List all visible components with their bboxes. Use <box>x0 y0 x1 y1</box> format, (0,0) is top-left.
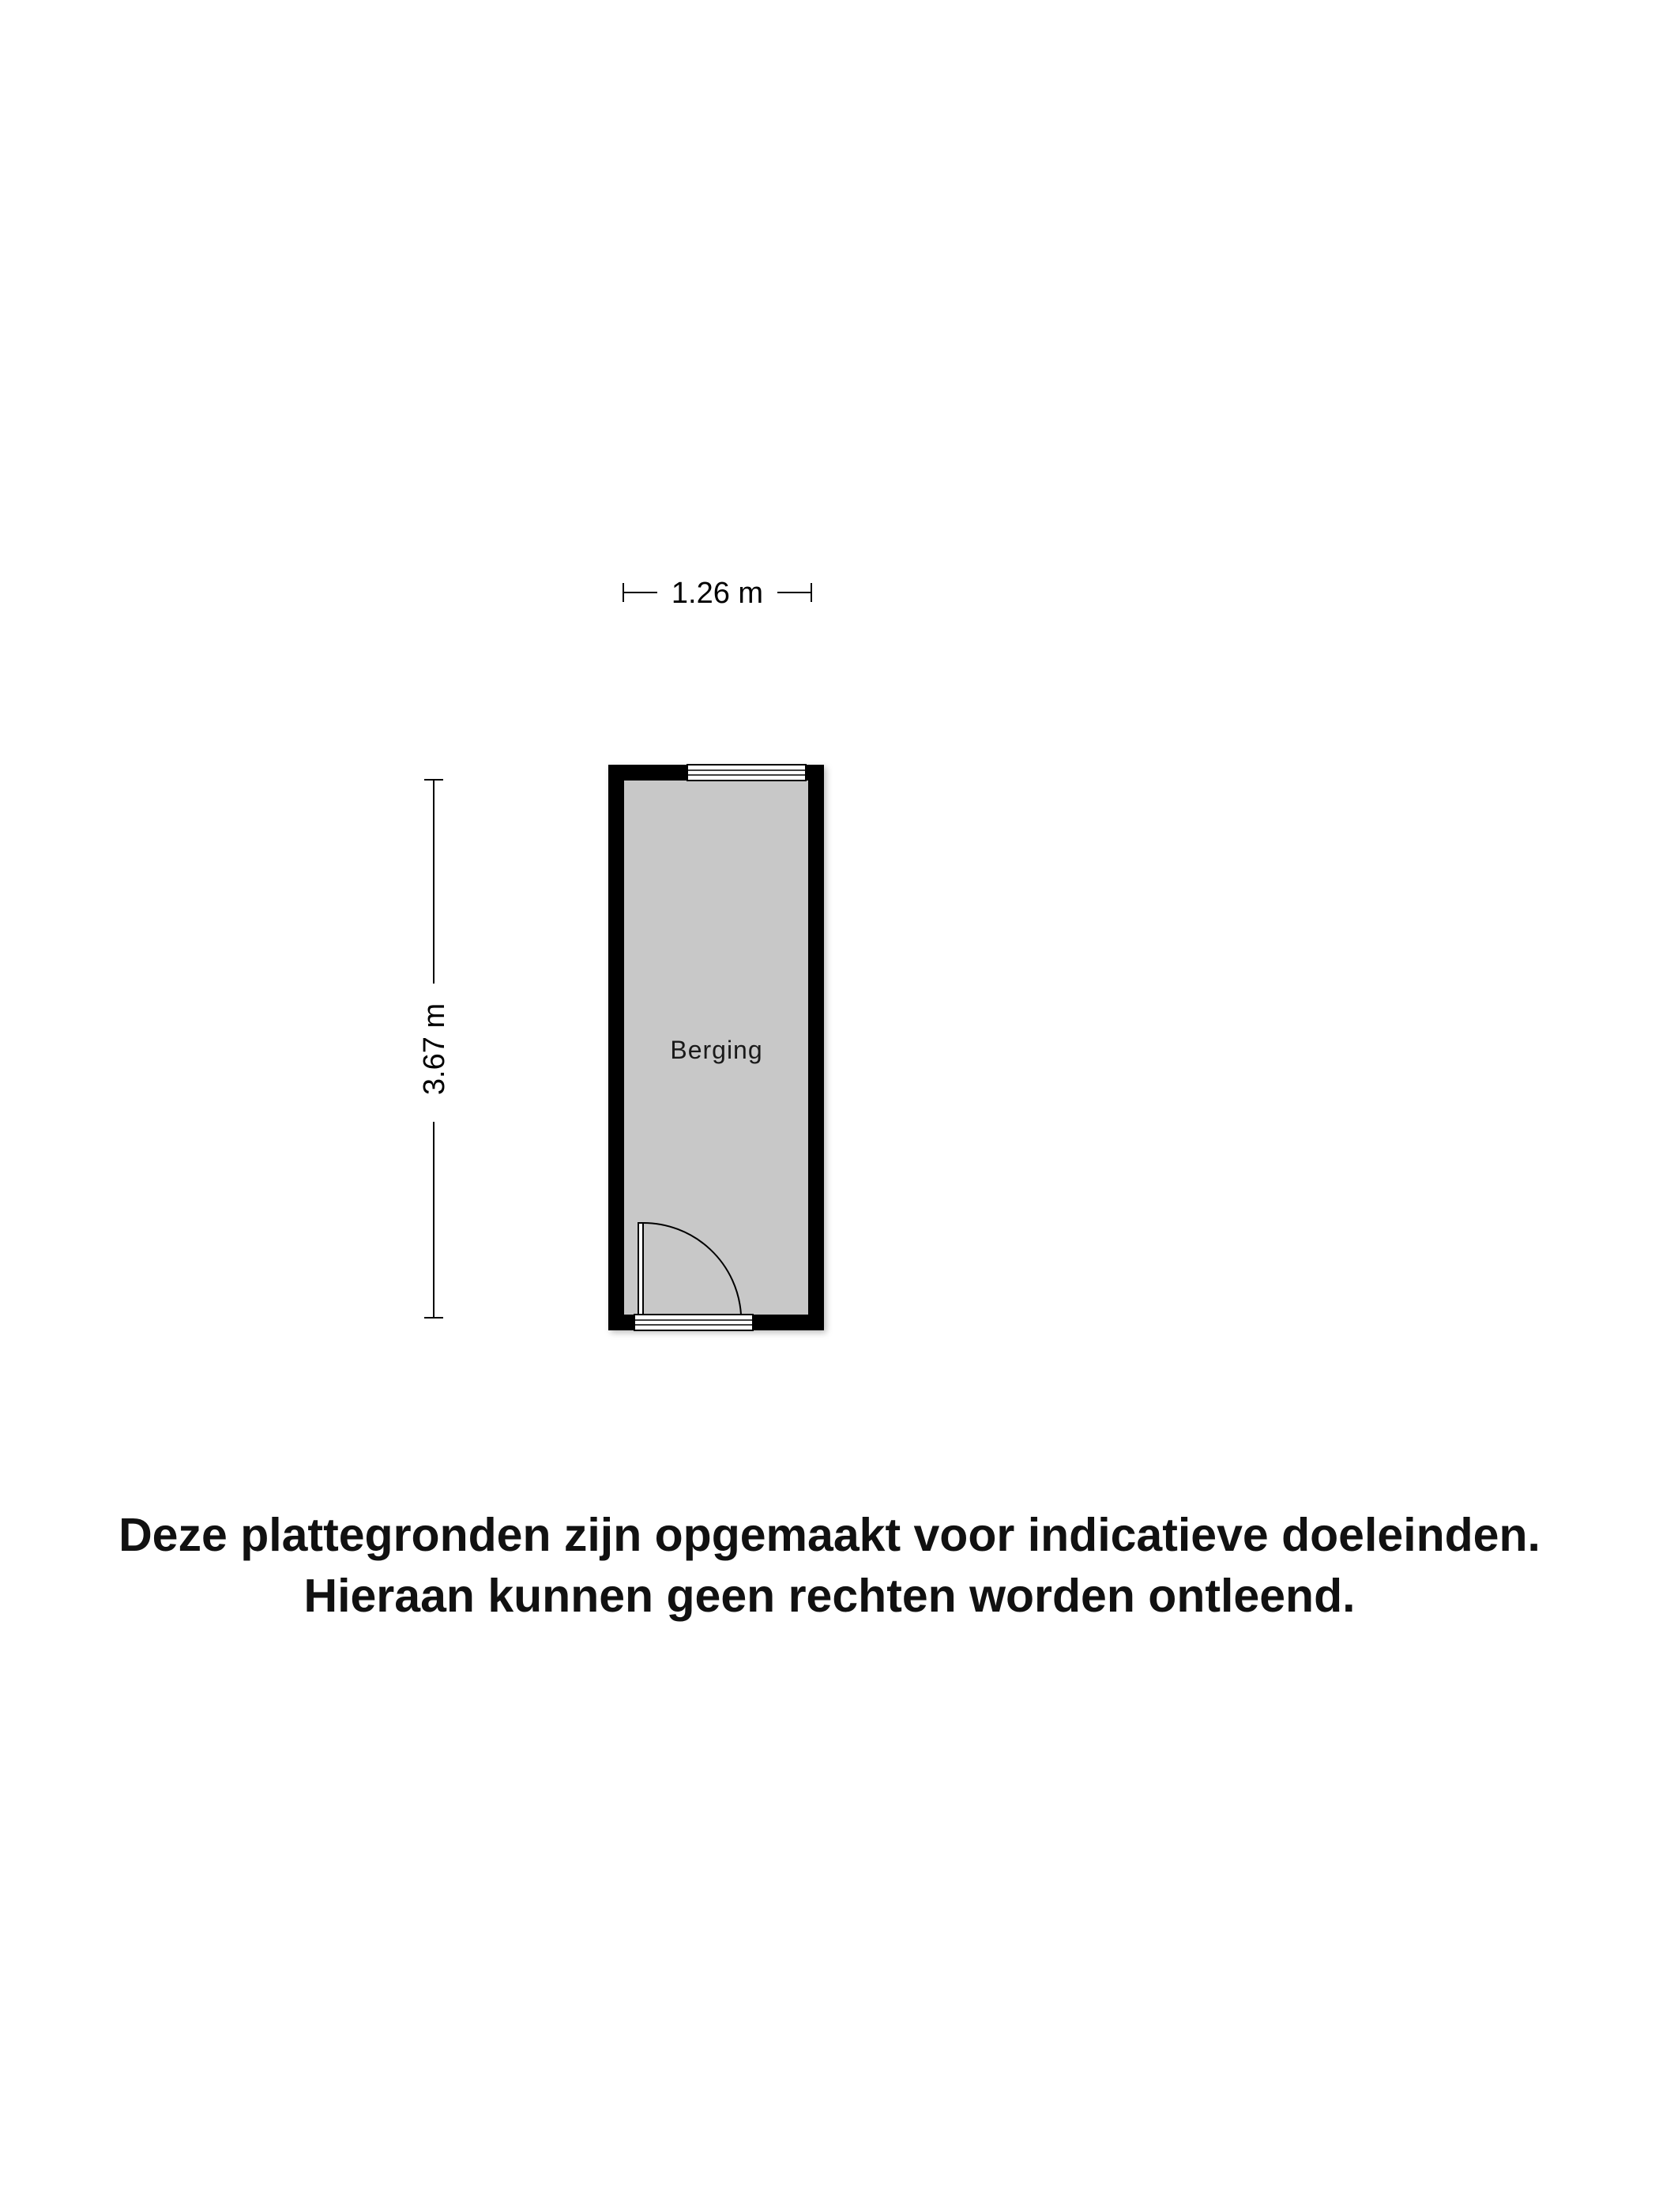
disclaimer-line-1: Deze plattegronden zijn opgemaakt voor indicatieve doeleinden. <box>118 1509 1540 1561</box>
disclaimer <box>0 1505 1659 1627</box>
disclaimer-line-2: Hieraan kunnen geen rechten worden ontleend. <box>303 1570 1356 1622</box>
height-dimension <box>418 780 451 1318</box>
width-dimension-label: 1.26 m <box>671 577 764 610</box>
height-dimension-label: 3.67 m <box>418 1003 451 1096</box>
room-label: Berging <box>670 1036 763 1064</box>
window-icon <box>687 765 806 781</box>
width-dimension <box>623 577 811 610</box>
